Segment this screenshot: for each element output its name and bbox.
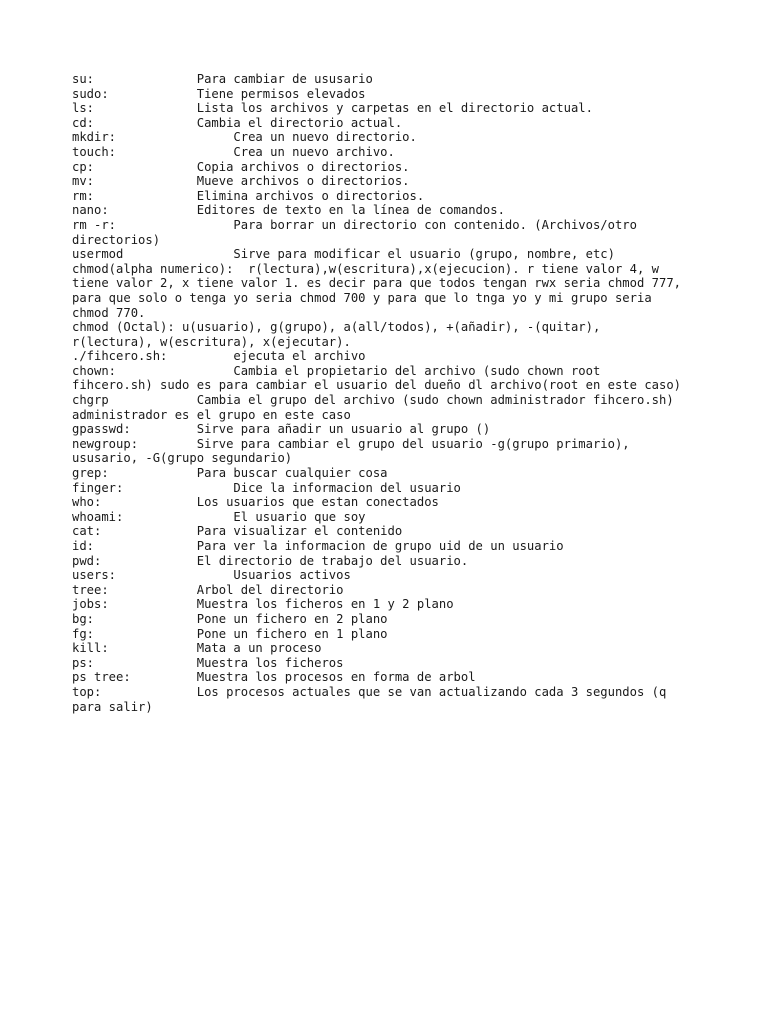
document-line: whoami: El usuario que soy bbox=[72, 509, 366, 524]
document-line: cp: Copia archivos o directorios. bbox=[72, 159, 410, 174]
document-line: ./fihcero.sh: ejecuta el archivo bbox=[72, 349, 366, 364]
document-line: administrador es el grupo en este caso bbox=[72, 407, 351, 422]
document-line: chgrp Cambia el grupo del archivo (sudo chown administrador fihcero.sh) bbox=[72, 393, 674, 408]
document-line: finger: Dice la informacion del usuario bbox=[72, 480, 461, 495]
document-line: ususario, -G(grupo segundario) bbox=[72, 451, 293, 466]
document-line: nano: Editores de texto en la línea de comandos. bbox=[72, 203, 505, 218]
document-line: rm -r: Para borrar un directorio con contenido. (Archivos/otro bbox=[72, 217, 637, 232]
document-line: su: Para cambiar de ususario bbox=[72, 72, 373, 86]
document-line: chmod(alpha numerico): r(lectura),w(escritura),x(ejecucion). r tiene valor 4, w bbox=[72, 261, 659, 276]
document-line: directorios) bbox=[72, 232, 161, 247]
document-line: ps: Muestra los ficheros bbox=[72, 655, 344, 670]
document-line: rm: Elimina archivos o directorios. bbox=[72, 188, 425, 203]
document-line: mv: Mueve archivos o directorios. bbox=[72, 174, 410, 189]
document-line: fg: Pone un fichero en 1 plano bbox=[72, 626, 388, 641]
document-line: ls: Lista los archivos y carpetas en el directorio actual. bbox=[72, 101, 593, 116]
document-line: para salir) bbox=[72, 699, 153, 714]
document-line: kill: Mata a un proceso bbox=[72, 641, 322, 656]
document-line: grep: Para buscar cualquier cosa bbox=[72, 466, 388, 481]
document-line: gpasswd: Sirve para añadir un usuario al grupo () bbox=[72, 422, 491, 437]
document-line: chmod (Octal): u(usuario), g(grupo), a(all/todos), +(añadir), -(quitar), bbox=[72, 320, 601, 335]
document-line: tiene valor 2, x tiene valor 1. es decir para que todos tengan rwx seria chmod 777, bbox=[72, 276, 682, 291]
document-line: pwd: El directorio de trabajo del usuario. bbox=[72, 553, 469, 568]
document-line: mkdir: Crea un nuevo directorio. bbox=[72, 130, 417, 145]
document-line: newgroup: Sirve para cambiar el grupo del usuario -g(grupo primario), bbox=[72, 436, 630, 451]
document-line: chmod 770. bbox=[72, 305, 146, 320]
document-line: touch: Crea un nuevo archivo. bbox=[72, 144, 395, 159]
document-line: users: Usuarios activos bbox=[72, 568, 351, 583]
document-line: id: Para ver la informacion de grupo uid de un usuario bbox=[72, 539, 564, 553]
document-line: cd: Cambia el directorio actual. bbox=[72, 115, 403, 130]
document-line: usermod Sirve para modificar el usuario (grupo, nombre, etc) bbox=[72, 247, 615, 262]
document-line: who: Los usuarios que estan conectados bbox=[72, 495, 439, 510]
document-line: top: Los procesos actuales que se van actualizando cada 3 segundos (q bbox=[72, 684, 667, 699]
document-line: bg: Pone un fichero en 2 plano bbox=[72, 611, 388, 626]
document-line: jobs: Muestra los ficheros en 1 y 2 plano bbox=[72, 597, 454, 612]
document-line: r(lectura), w(escritura), x(ejecutar). bbox=[72, 334, 351, 349]
document-line: tree: Arbol del directorio bbox=[72, 582, 344, 597]
document-line: ps tree: Muestra los procesos en forma de arbol bbox=[72, 670, 476, 685]
document-line: sudo: Tiene permisos elevados bbox=[72, 86, 366, 101]
document-line: para que solo o tenga yo seria chmod 700 y para que lo tnga yo y mi grupo seria bbox=[72, 290, 652, 305]
document-text-body bbox=[72, 72, 702, 714]
document-line: fihcero.sh) sudo es para cambiar el usuario del dueño dl archivo(root en este caso) bbox=[72, 378, 682, 393]
document-line: cat: Para visualizar el contenido bbox=[72, 524, 403, 539]
document-line: chown: Cambia el propietario del archivo (sudo chown root bbox=[72, 363, 601, 378]
